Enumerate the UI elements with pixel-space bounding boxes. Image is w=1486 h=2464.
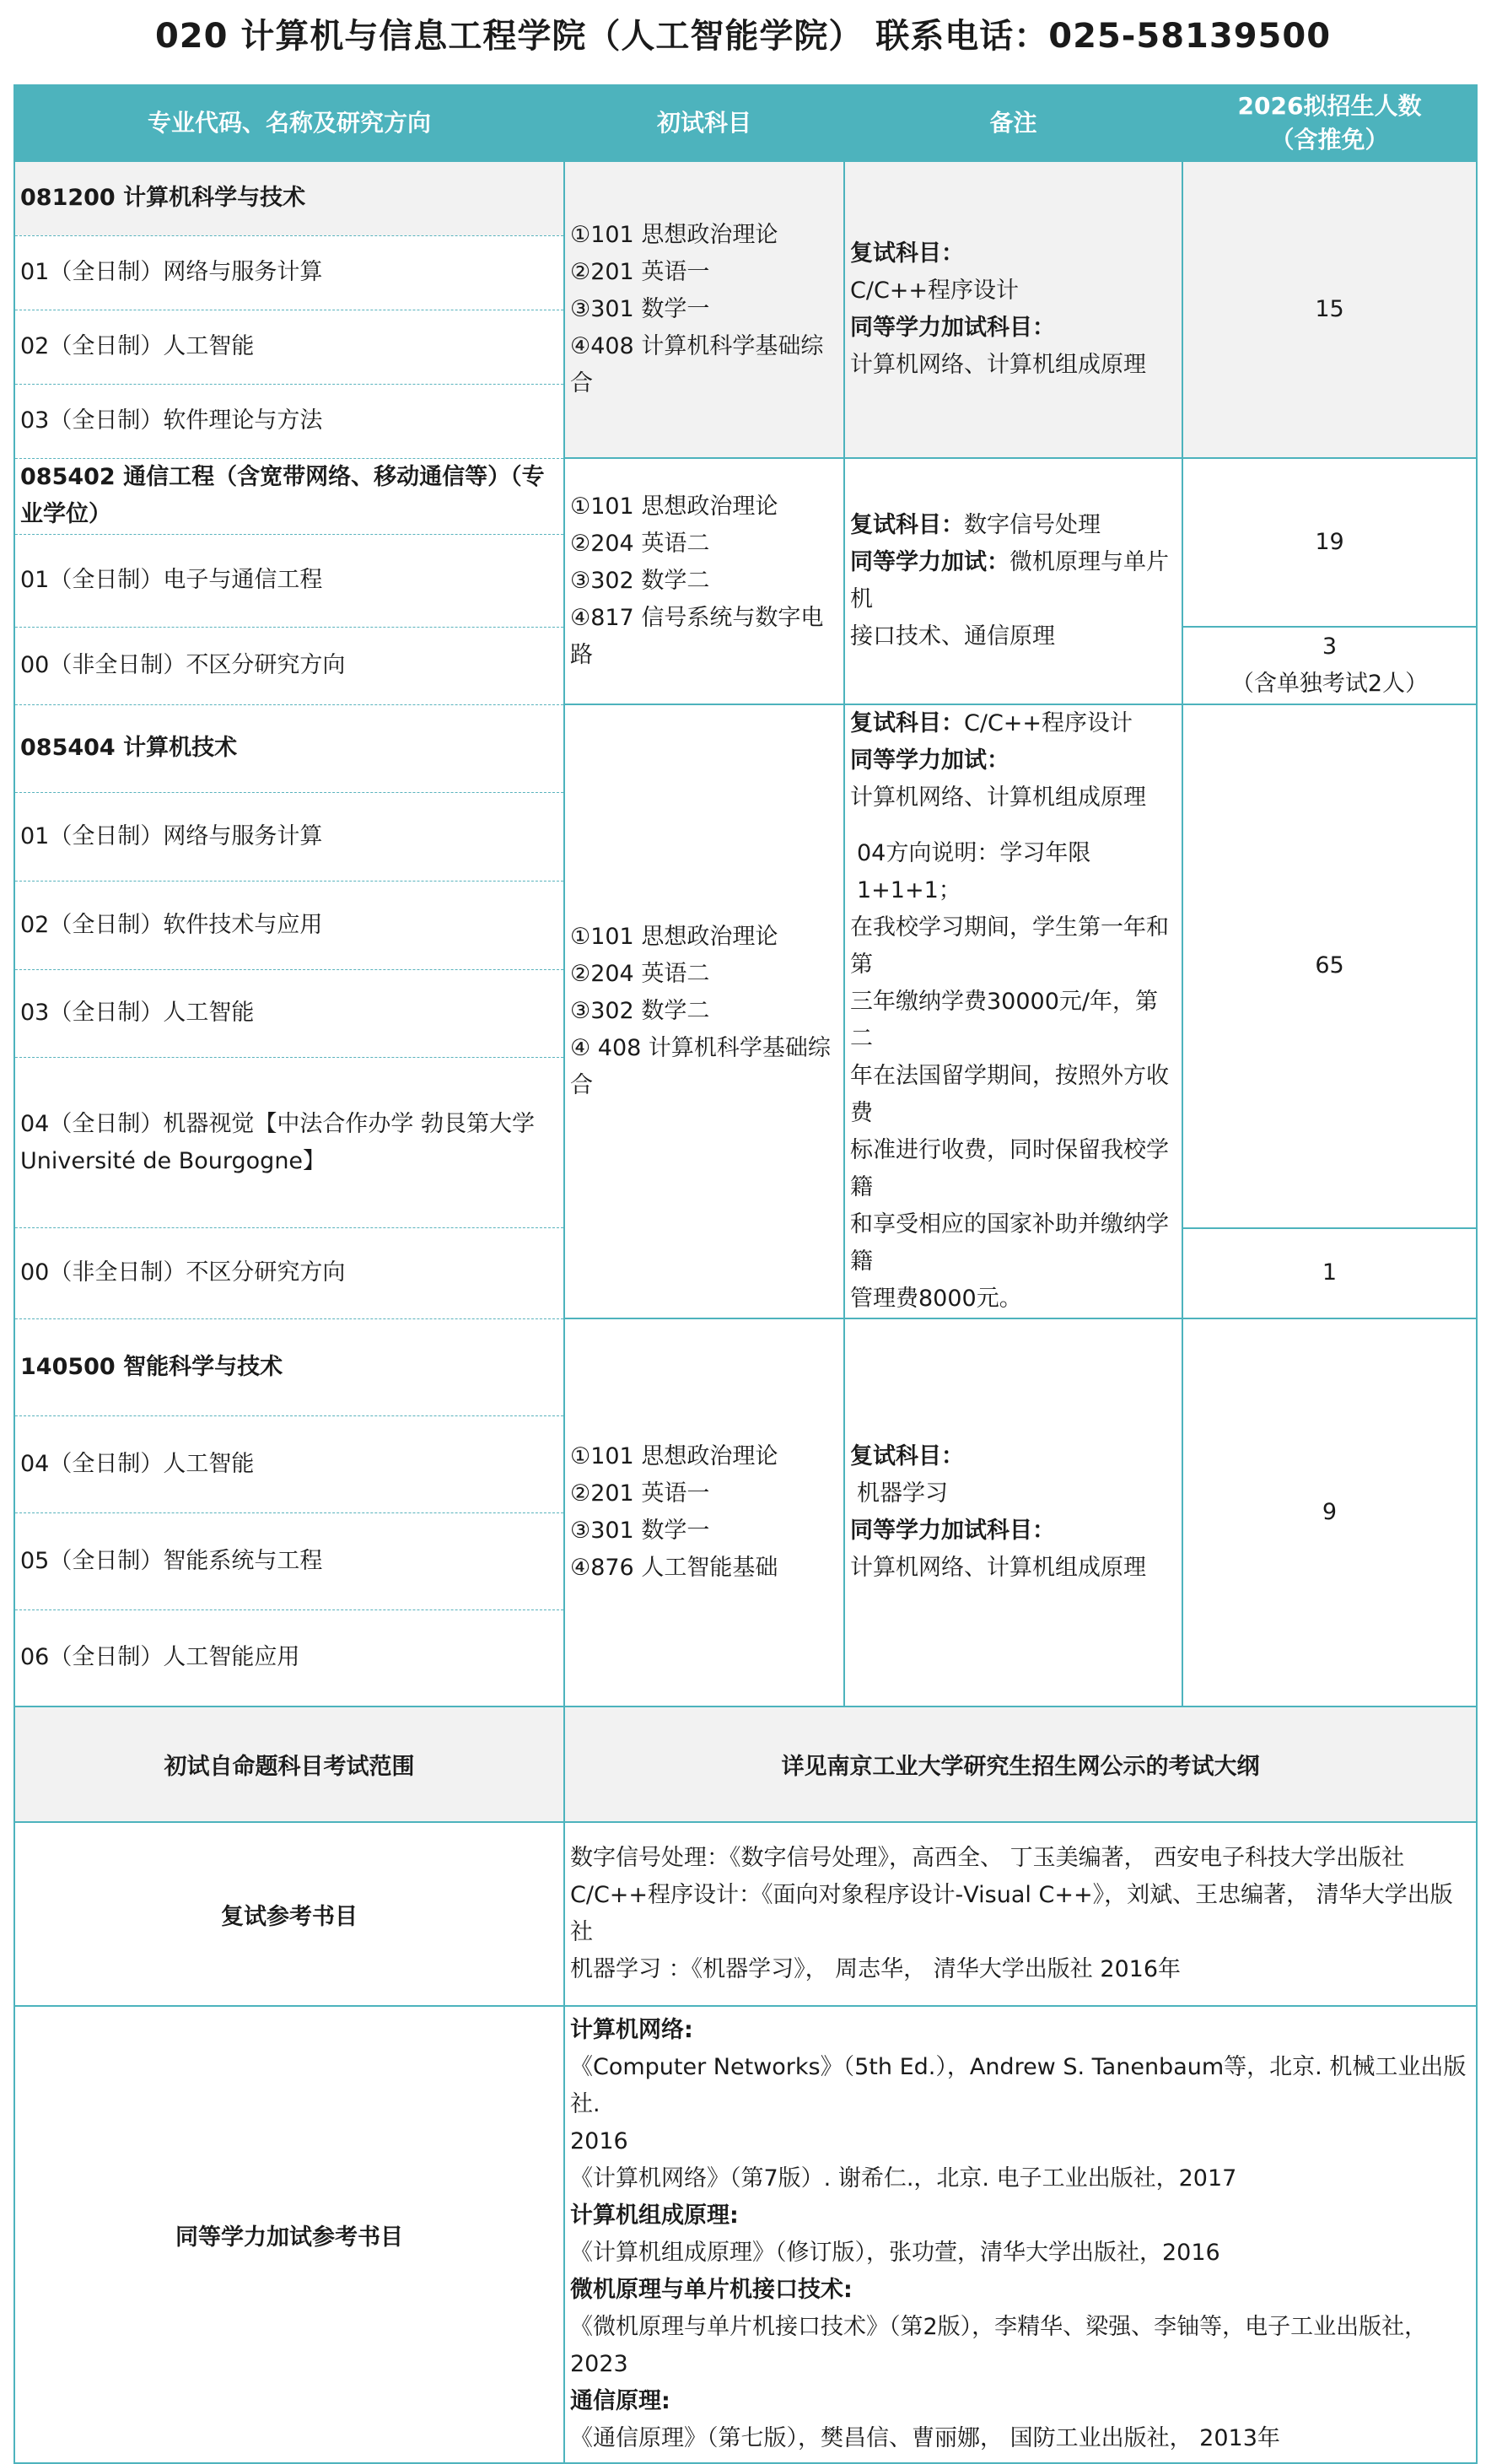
note-line: 三年缴纳学费30000元/年，第二 [850, 989, 1158, 1052]
admissions-table [13, 84, 1478, 2464]
book-line: 《通信原理》（第七版），樊昌信、曹丽娜， 国防工业出版社， 2013年 [570, 2425, 1280, 2451]
equal-ability-books-label: 同等学力加试参考书目 [14, 2006, 564, 2463]
note-value: C/C++程序设计 [964, 710, 1133, 736]
retest-books-label: 复试参考书目 [14, 1822, 564, 2006]
exam-scope-text: 详见南京工业大学研究生招生网公示的考试大纲 [564, 1706, 1477, 1822]
subject-item: ①101 思想政治理论 [570, 1443, 778, 1469]
note-label: 复试科目： [850, 710, 964, 736]
header-count [1182, 85, 1477, 161]
g2-count-parttime [1182, 627, 1477, 704]
major-081200: 081200 计算机科学与技术 [14, 161, 564, 235]
book-heading: 计算机网络: [570, 2017, 693, 2043]
direction-item: 02（全日制）软件技术与应用 [14, 881, 564, 969]
direction-item: 03（全日制）人工智能 [14, 969, 564, 1058]
subject-item: ④408 计算机科学基础综合 [570, 333, 824, 396]
g2-subjects [564, 458, 844, 704]
note-line: 机器学习 [857, 1480, 948, 1507]
g4-notes [844, 1318, 1182, 1706]
book-heading: 微机原理与单片机接口技术: [570, 2277, 853, 2303]
direction-item: 00（非全日制）不区分研究方向 [14, 627, 564, 704]
note-line: 计算机网络、计算机组成原理 [850, 352, 1146, 378]
note-line: 04方向说明：学习年限1+1+1； [857, 840, 1091, 903]
subject-item: ④ 408 计算机科学基础综 [570, 1035, 831, 1061]
book-line: 2023 [570, 2351, 628, 2377]
subject-item: ③301 数学一 [570, 296, 710, 322]
g3-count-fulltime: 65 [1182, 704, 1477, 1228]
note-line: 计算机网络、计算机组成原理 [850, 784, 1146, 811]
note-line: 同等学力加试科目： [850, 315, 1055, 341]
note-line: 同等学力加试科目： [850, 1518, 1055, 1544]
note-line: 复试科目： [850, 240, 964, 267]
book-line: C/C++程序设计：《面向对象程序设计-Visual C++》，刘斌、王忠编著， 清华大学出版社 [570, 1882, 1453, 1945]
page-title: 020 计算机与信息工程学院（人工智能学院） 联系电话：025-58139500 [154, 16, 1332, 56]
subject-item: ②204 英语二 [570, 961, 710, 987]
note-line: 年在法国留学期间，按照外方收费 [850, 1063, 1169, 1126]
g2-notes [844, 458, 1182, 704]
book-line: 《微机原理与单片机接口技术》（第2版），李精华、梁强、李铀等，电子工业出版社， [570, 2314, 1428, 2340]
subject-item: ③301 数学一 [570, 1518, 710, 1544]
direction-item: 03（全日制）软件理论与方法 [14, 384, 564, 458]
book-line: 2016 [570, 2128, 628, 2154]
g3-count-parttime: 1 [1182, 1228, 1477, 1318]
g4-count: 9 [1182, 1318, 1477, 1706]
note-line: 同等学力加试： [850, 747, 1010, 774]
subject-item: ①101 思想政治理论 [570, 222, 778, 248]
subject-item: ②201 英语一 [570, 1480, 710, 1507]
header-notes: 备注 [844, 85, 1182, 161]
major-085404: 085404 计算机技术 [14, 704, 564, 793]
book-line: 《计算机组成原理》（修订版），张功萱，清华大学出版社，2016 [570, 2240, 1220, 2266]
header-count-line2: （含推免） [1270, 126, 1389, 154]
subject-item: ③302 数学二 [570, 998, 710, 1024]
header-row [14, 85, 1477, 161]
header-major: 专业代码、名称及研究方向 [14, 85, 564, 161]
note-label: 同等学力加试： [850, 549, 1010, 575]
note-line: C/C++程序设计 [850, 278, 1020, 304]
note-line [850, 544, 1176, 618]
subject-item: 合 [570, 1072, 593, 1098]
direction-item: 02（全日制）人工智能 [14, 310, 564, 384]
equal-ability-books-list [564, 2006, 1477, 2463]
note-line: 复试科目： [850, 1443, 964, 1469]
subject-item: ①101 思想政治理论 [570, 493, 778, 520]
direction-item: 00（非全日制）不区分研究方向 [14, 1228, 564, 1318]
g3-notes [844, 704, 1182, 1318]
note-value: 微机原理与单片机 [850, 549, 1169, 612]
major-140500: 140500 智能科学与技术 [14, 1318, 564, 1415]
note-line: 标准进行收费，同时保留我校学籍 [850, 1137, 1169, 1200]
book-line: 机器学习 ：《机器学习》， 周志华， 清华大学出版社 2016年 [570, 1956, 1182, 1982]
note-value: 数字信号处理 [964, 512, 1101, 538]
note-label: 复试科目： [850, 512, 964, 538]
note-line [850, 705, 1176, 742]
note-line: 管理费8000元。 [850, 1286, 1022, 1312]
book-line: 《Computer Networks》（5th Ed.），Andrew S. Tanenbaum等，北京. 机械工业出版社. [570, 2054, 1467, 2117]
direction-item: 01（全日制）电子与通信工程 [14, 534, 564, 627]
book-heading: 计算机组成原理: [570, 2203, 739, 2229]
g4-subjects [564, 1318, 844, 1706]
subject-item: ①101 思想政治理论 [570, 924, 778, 950]
note-line: 接口技术、通信原理 [850, 623, 1055, 650]
count-value: 3 [1322, 634, 1338, 660]
subject-item: ④817 信号系统与数字电路 [570, 605, 824, 668]
g1-count: 15 [1182, 161, 1477, 458]
direction-item: 01（全日制）网络与服务计算 [14, 235, 564, 310]
exam-scope-label: 初试自命题科目考试范围 [14, 1706, 564, 1822]
g1-subjects [564, 161, 844, 458]
count-note: （含单独考试2人） [1230, 671, 1429, 697]
header-subjects: 初试科目 [564, 85, 844, 161]
direction-item [14, 1058, 564, 1228]
note-line: 在我校学习期间，学生第一年和第 [850, 914, 1169, 978]
direction-line: 04（全日制）机器视觉【中法合作办学 勃艮第大学 [20, 1110, 535, 1137]
note-line [850, 507, 1176, 544]
direction-item: 01（全日制）网络与服务计算 [14, 793, 564, 882]
retest-books-list [564, 1822, 1477, 2006]
subject-item: ②204 英语二 [570, 531, 710, 557]
g2-count-fulltime: 19 [1182, 458, 1477, 627]
major-085402: 085402 通信工程（含宽带网络、移动通信等）（专业学位） [14, 458, 564, 534]
direction-line: Université de Bourgogne】 [20, 1147, 326, 1174]
direction-item: 05（全日制）智能系统与工程 [14, 1512, 564, 1609]
book-line: 《计算机网络》（第7版）. 谢希仁.，北京. 电子工业出版社，2017 [570, 2165, 1237, 2192]
header-count-line1: 2026拟招生人数 [1237, 92, 1422, 120]
g1-notes [844, 161, 1182, 458]
direction-item: 04（全日制）人工智能 [14, 1415, 564, 1512]
direction-item: 06（全日制）人工智能应用 [14, 1609, 564, 1706]
note-line: 计算机网络、计算机组成原理 [850, 1555, 1146, 1581]
book-heading: 通信原理: [570, 2388, 670, 2414]
subject-item: ②201 英语一 [570, 259, 710, 285]
subject-item: ④876 人工智能基础 [570, 1555, 778, 1581]
note-line: 和享受相应的国家补助并缴纳学籍 [850, 1211, 1169, 1275]
book-line: 数字信号处理：《数字信号处理》，高西全、 丁玉美编著， 西安电子科技大学出版社 [570, 1845, 1405, 1871]
g3-subjects [564, 704, 844, 1318]
subject-item: ③302 数学二 [570, 568, 710, 594]
